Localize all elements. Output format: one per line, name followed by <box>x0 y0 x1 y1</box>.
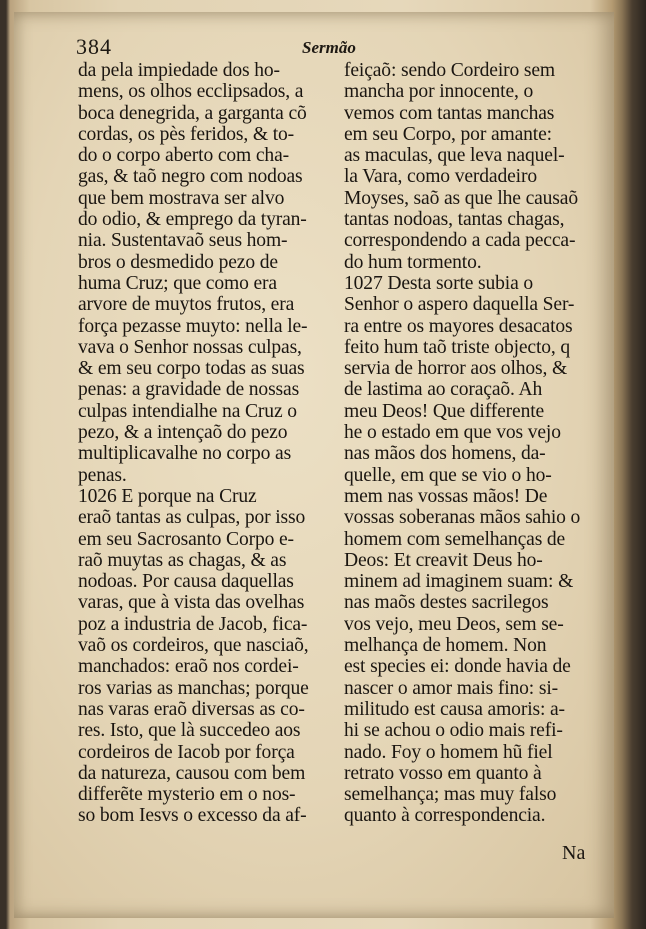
text-line: Senhor o aspero daquella Ser- <box>344 294 575 316</box>
text-line: gas, & taõ negro com nodoas <box>78 166 303 188</box>
text-line: Moyses, saõ as que lhe causaõ <box>344 187 578 209</box>
text-line: culpas intendialhe na Cruz o <box>78 400 297 422</box>
text-line: vemos com tantas manchas <box>344 102 555 124</box>
text-line: eraõ tantas as culpas, por isso <box>78 507 306 529</box>
text-line: que bem mostrava ser alvo <box>78 187 285 209</box>
text-line: boca denegrida, a garganta cõ <box>78 102 307 124</box>
text-line: vos vejo, meu Deos, sem se- <box>344 613 564 635</box>
text-line: nado. Foy o homem hũ fiel <box>344 741 553 763</box>
text-line: nascer o amor mais fino: si- <box>344 677 558 699</box>
text-line: penas. <box>78 464 127 486</box>
text-line: de lastima ao coraçaõ. Ah <box>344 379 543 401</box>
text-line: da natureza, causou com bem <box>78 762 306 784</box>
text-line: quelle, em que se vio o ho- <box>344 464 552 486</box>
text-line: bros o desmedido pezo de <box>78 251 278 273</box>
text-line: retrato vosso em quanto à <box>344 762 542 784</box>
text-line: arvore de muytos frutos, era <box>78 294 295 316</box>
text-line: huma Cruz; que como era <box>78 272 277 294</box>
left-text-column <box>78 60 340 827</box>
text-line: nodoas. Por causa daquellas <box>78 571 294 593</box>
text-line: em seu Corpo, por amante: <box>344 123 552 145</box>
text-line: militudo est causa amoris: a- <box>344 698 565 720</box>
page-number: 384 <box>76 34 112 59</box>
text-line: melhança de homem. Non <box>344 635 547 657</box>
text-line: manchados: eraõ nos cordei- <box>78 656 299 678</box>
text-line: do o corpo aberto com cha- <box>78 145 289 167</box>
text-line: mem nas vossas mãos! De <box>344 485 548 507</box>
text-line: poz a industria de Jacob, fica- <box>78 613 308 635</box>
text-line: Deos: Et creavit Deus ho- <box>344 549 543 571</box>
running-title: Sermão <box>302 38 356 57</box>
book-page <box>14 12 614 918</box>
text-line: tantas nodoas, tantas chagas, <box>344 209 565 231</box>
text-line: cordeiros de Iacob por força <box>78 741 295 763</box>
text-line: est species ei: donde havia de <box>344 656 571 678</box>
text-line: do hum tormento. <box>344 251 482 273</box>
text-line: ros varias as manchas; porque <box>78 677 309 699</box>
text-line: 1026 E porque na Cruz <box>78 485 257 507</box>
text-line: res. Isto, que là succedeo aos <box>78 720 301 742</box>
text-line: força pezasse muyto: nella le- <box>78 315 308 337</box>
text-line: da pela impiedade dos ho- <box>78 60 280 81</box>
text-line: feiçaõ: sendo Cordeiro sem <box>344 60 556 81</box>
page-header <box>76 34 596 60</box>
text-line: em seu Sacrosanto Corpo e- <box>78 528 294 550</box>
right-text-column <box>344 60 594 827</box>
text-line: correspondendo a cada pecca- <box>344 230 576 252</box>
text-line: penas: a gravidade de nossas <box>78 379 300 401</box>
text-line: vava o Senhor nossas culpas, <box>78 336 302 358</box>
text-line: servia de horror aos olhos, & <box>344 358 568 380</box>
text-line: hi se achou o odio mais refi- <box>344 720 563 742</box>
text-line: vossas soberanas mãos sahio o <box>344 507 581 529</box>
text-line: nas mãos dos homens, da- <box>344 443 546 465</box>
text-line: 1027 Desta sorte subia o <box>344 272 534 294</box>
text-line: he o estado em que vos vejo <box>344 422 561 444</box>
text-line: multiplicavalhe no corpo as <box>78 443 292 465</box>
text-line: so bom Iesvs o excesso da af- <box>78 805 307 827</box>
text-line: minem ad imaginem suam: & <box>344 571 574 593</box>
text-line: do odio, & emprego da tyran- <box>78 209 307 231</box>
text-line: feito hum taõ triste objecto, q <box>344 336 571 358</box>
text-line: semelhança; mas muy falso <box>344 784 557 806</box>
text-line: raõ muytas as chagas, & as <box>78 549 287 571</box>
catchword: Na <box>562 842 586 864</box>
text-line: & em seu corpo todas as suas <box>78 358 305 380</box>
text-line: pezo, & a intençaõ do pezo <box>78 422 288 444</box>
text-line: nia. Sustentavaõ seus hom- <box>78 230 288 252</box>
text-line: quanto à correspondencia. <box>344 805 546 827</box>
text-line: mancha por innocente, o <box>344 81 534 103</box>
text-line: cordas, os pès feridos, & to- <box>78 123 295 145</box>
text-line: homem com semelhanças de <box>344 528 566 550</box>
text-line: vaõ os cordeiros, que nasciaõ, <box>78 635 309 657</box>
text-line: meu Deos! Que differente <box>344 400 545 422</box>
text-line: differẽte mysterio em o nos- <box>78 784 296 806</box>
text-line: ra entre os mayores desacatos <box>344 315 573 337</box>
text-line: as maculas, que leva naquel- <box>344 145 565 167</box>
text-line: varas, que à vista das ovelhas <box>78 592 305 614</box>
text-line: mens, os olhos ecclipsados, a <box>78 81 304 103</box>
text-line: la Vara, como verdadeiro <box>344 166 537 188</box>
text-line: nas maõs destes sacrilegos <box>344 592 549 614</box>
text-line: nas varas eraõ diversas as co- <box>78 698 305 720</box>
